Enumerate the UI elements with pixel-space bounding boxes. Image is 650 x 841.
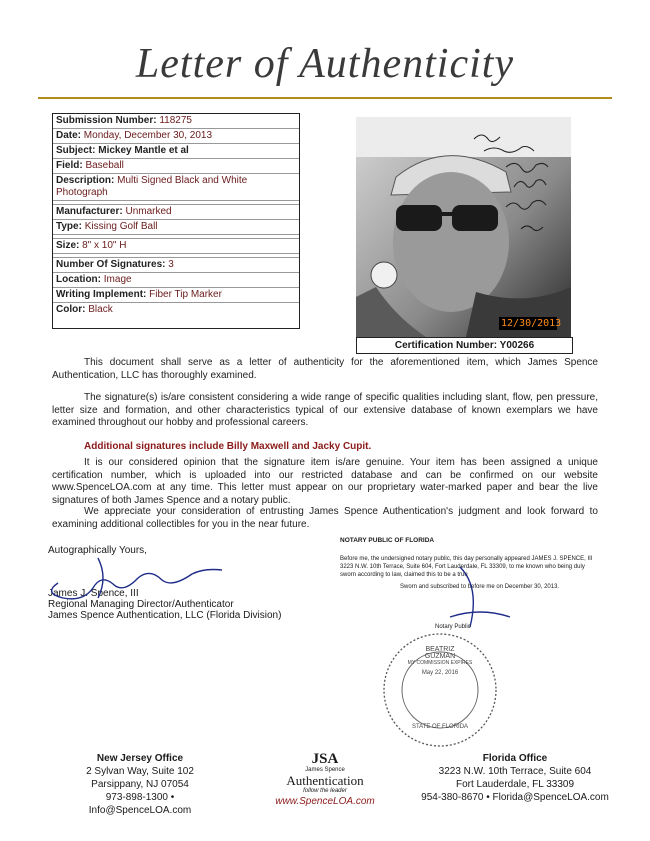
detail-subject: Subject: Mickey Mantle et al xyxy=(53,144,299,159)
jsa-logo-tag: follow the leader xyxy=(303,788,347,794)
nj-contact: 973-898-1300 • Info@SpenceLOA.com xyxy=(88,792,192,816)
item-details-box xyxy=(52,113,300,329)
detail-manufacturer: Manufacturer: Unmarked xyxy=(53,205,299,220)
fl-address-1: 3223 N.W. 10th Terrace, Suite 604 xyxy=(438,766,592,777)
detail-writing-implement: Writing Implement: Fiber Tip Marker xyxy=(53,288,299,303)
certification-number: Certification Number: Y00266 xyxy=(356,337,573,354)
title-rule xyxy=(38,97,612,99)
footer-nj-office xyxy=(60,752,220,817)
fl-address-2: Fort Lauderdale, FL 33309 xyxy=(455,779,575,790)
notary-sworn: Sworn and subscribed to before me on December 30, 2013. xyxy=(400,584,560,590)
page-title: Letter of Authenticity xyxy=(135,41,515,87)
additional-signatures: Additional signatures include Billy Maxwell and Jacky Cupit. xyxy=(84,441,372,452)
signature-block xyxy=(48,545,318,621)
signed-photograph xyxy=(356,117,571,337)
detail-submission-number: Submission Number: 118275 xyxy=(53,114,299,129)
footer-fl-office xyxy=(420,752,610,804)
photo-date-stamp: 12/30/2013 xyxy=(501,318,562,329)
jsa-logo-mark: JSA xyxy=(311,751,339,767)
paragraph-4: We appreciate your consideration of entrusting James Spence Authentication's judgment and look forward to examining additional collectibles for you in the near future. xyxy=(52,506,598,530)
signer-name: James J. Spence, III xyxy=(48,588,139,599)
signer-role: Regional Managing Director/Authenticator xyxy=(48,599,234,610)
footer-url: www.SpenceLOA.com xyxy=(275,796,375,807)
handwritten-signature xyxy=(38,553,238,601)
paragraph-2: The signature(s) is/are consistent considering a wide range of specific qualities including slant, flow, pen pressure, letter size and formation, and other characteristics typical of our extensive database of known exemplars we have examined throughout our hobby and professional careers. xyxy=(52,392,598,428)
detail-description: Description: Multi Signed Black and White Photograph xyxy=(53,174,299,201)
signer-company: James Spence Authentication, LLC (Florida Division) xyxy=(48,610,282,621)
seal-name: BEATRIZ GUZMAN xyxy=(424,646,456,660)
closing-text: Autographically Yours, xyxy=(48,545,147,556)
detail-number-of-signatures: Number Of Signatures: 3 xyxy=(53,258,299,273)
jsa-logo-small: James Spence xyxy=(305,767,345,773)
fl-heading: Florida Office xyxy=(482,753,548,764)
seal-commission: MY COMMISSION EXPIRES xyxy=(407,660,473,666)
photo-image xyxy=(356,117,571,337)
detail-size: Size: 8" x 10" H xyxy=(53,239,299,254)
notary-text: Before me, the undersigned notary public, this day personally appeared JAMES J. SPENCE, III 3223 N.W. 10th Terrace, Suite 604, Fort Lauderdale, FL 33309, to me known who being duly sworn according to law, claimed this to be a true xyxy=(340,556,593,578)
footer xyxy=(0,751,650,816)
seal-expires: May 22, 2016 xyxy=(421,670,459,676)
footer-logo xyxy=(255,752,395,808)
notary-header: NOTARY PUBLIC OF FLORIDA xyxy=(340,537,435,544)
detail-location: Location: Image xyxy=(53,273,299,288)
notary-label: Notary Public xyxy=(435,624,471,630)
detail-type: Type: Kissing Golf Ball xyxy=(53,220,299,235)
paragraph-3: It is our considered opinion that the signature item is/are genuine. Your item has been assigned a unique certification number, which is uploaded into our restricted database and can be confirmed on our website www.SpenceLOA.com at any time. This letter must appear on our proprietary water-marked paper and bear the live signatures of both James Spence and a notary public. xyxy=(52,457,598,506)
detail-field: Field: Baseball xyxy=(53,159,299,174)
nj-address-2: Parsippany, NJ 07054 xyxy=(91,779,189,790)
detail-date: Date: Monday, December 30, 2013 xyxy=(53,129,299,144)
nj-heading: New Jersey Office xyxy=(96,753,184,764)
jsa-logo-name: Authentication xyxy=(286,773,364,788)
seal-state: STATE OF FLORIDA xyxy=(411,724,469,730)
notary-section xyxy=(340,537,600,630)
nj-address-1: 2 Sylvan Way, Suite 102 xyxy=(86,766,194,777)
fl-contact: 954-380-8670 • Florida@SpenceLOA.com xyxy=(421,792,609,803)
detail-color: Color: Black xyxy=(56,304,113,315)
paragraph-1: This document shall serve as a letter of authenticity for the aforementioned item, which James Spence Authentication, LLC has thoroughly examined. xyxy=(52,357,598,381)
